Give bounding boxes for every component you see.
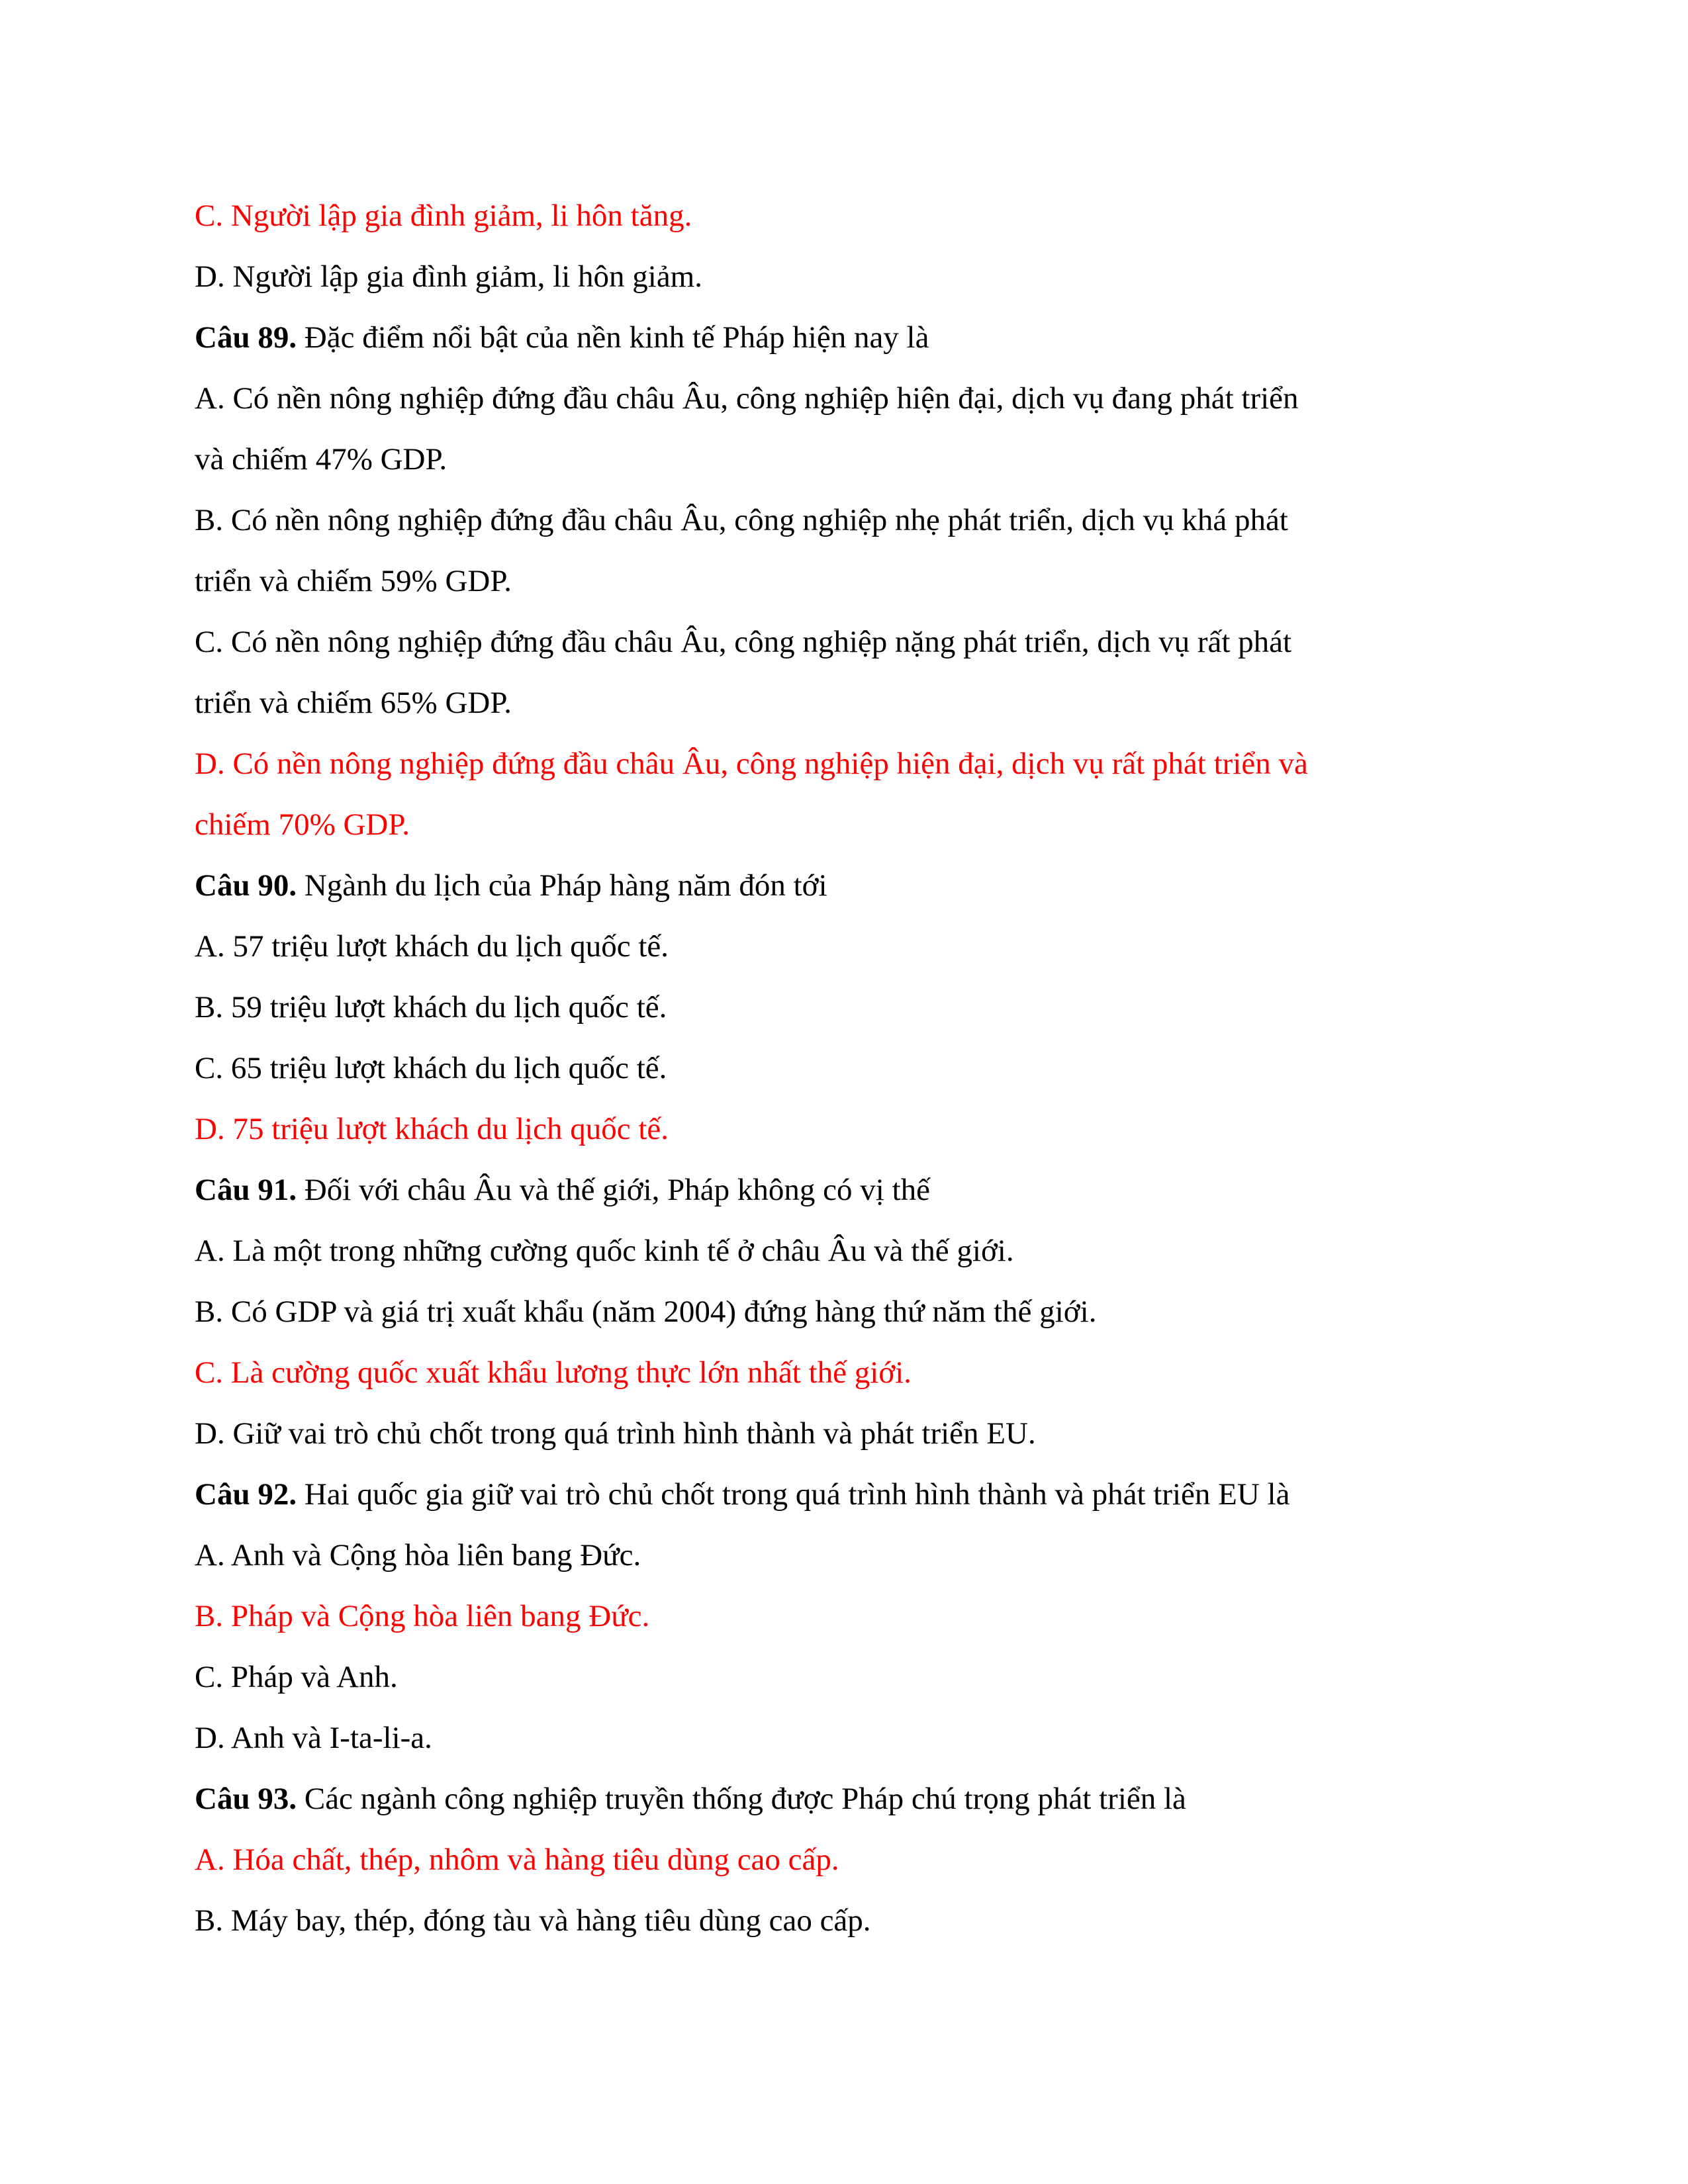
question-number: Câu 93. bbox=[195, 1782, 297, 1816]
option-line: C. Pháp và Anh. bbox=[195, 1660, 398, 1694]
option-line: D. Người lập gia đình giảm, li hôn giảm. bbox=[195, 259, 702, 294]
option-line: C. 65 triệu lượt khách du lịch quốc tế. bbox=[195, 1051, 667, 1085]
question-line bbox=[195, 319, 929, 356]
question-text: Đặc điểm nổi bật của nền kinh tế Pháp hiện nay là bbox=[297, 320, 929, 355]
option-line: D. Anh và I-ta-li-a. bbox=[195, 1721, 432, 1755]
question-text: Đối với châu Âu và thế giới, Pháp không có vị thế bbox=[297, 1173, 931, 1207]
option-line: A. 57 triệu lượt khách du lịch quốc tế. bbox=[195, 929, 669, 964]
question-text: Các ngành công nghiệp truyền thống được Pháp chú trọng phát triển là bbox=[297, 1782, 1186, 1816]
question-line bbox=[195, 867, 827, 904]
question-line bbox=[195, 1476, 1289, 1513]
answer-line: C. Người lập gia đình giảm, li hôn tăng. bbox=[195, 199, 692, 233]
question-number: Câu 92. bbox=[195, 1477, 297, 1512]
option-line-continued: và chiếm 47% GDP. bbox=[195, 442, 447, 477]
document-page bbox=[195, 0, 1496, 2184]
answer-line: C. Là cường quốc xuất khẩu lương thực lớn nhất thế giới. bbox=[195, 1355, 912, 1390]
question-line bbox=[195, 1780, 1186, 1817]
option-line: A. Anh và Cộng hòa liên bang Đức. bbox=[195, 1538, 641, 1572]
option-line: A. Có nền nông nghiệp đứng đầu châu Âu, công nghiệp hiện đại, dịch vụ đang phát triển bbox=[195, 381, 1299, 416]
question-text: Hai quốc gia giữ vai trò chủ chốt trong quá trình hình thành và phát triển EU là bbox=[297, 1477, 1290, 1512]
question-line bbox=[195, 1171, 930, 1208]
option-line-continued: triển và chiếm 59% GDP. bbox=[195, 564, 512, 598]
answer-line-continued: chiếm 70% GDP. bbox=[195, 807, 410, 842]
answer-line: D. 75 triệu lượt khách du lịch quốc tế. bbox=[195, 1112, 669, 1146]
option-line: B. Có nền nông nghiệp đứng đầu châu Âu, công nghiệp nhẹ phát triển, dịch vụ khá phát bbox=[195, 503, 1288, 537]
option-line: D. Giữ vai trò chủ chốt trong quá trình hình thành và phát triển EU. bbox=[195, 1416, 1036, 1451]
question-number: Câu 89. bbox=[195, 320, 297, 355]
answer-line: A. Hóa chất, thép, nhôm và hàng tiêu dùng cao cấp. bbox=[195, 1843, 839, 1877]
question-number: Câu 91. bbox=[195, 1173, 297, 1207]
answer-line: B. Pháp và Cộng hòa liên bang Đức. bbox=[195, 1599, 650, 1633]
option-line-continued: triển và chiếm 65% GDP. bbox=[195, 686, 512, 720]
question-text: Ngành du lịch của Pháp hàng năm đón tới bbox=[297, 868, 827, 903]
question-number: Câu 90. bbox=[195, 868, 297, 903]
option-line: C. Có nền nông nghiệp đứng đầu châu Âu, công nghiệp nặng phát triển, dịch vụ rất phát bbox=[195, 625, 1292, 659]
option-line: A. Là một trong những cường quốc kinh tế ở châu Âu và thế giới. bbox=[195, 1234, 1014, 1268]
option-line: B. Có GDP và giá trị xuất khẩu (năm 2004) đứng hàng thứ năm thế giới. bbox=[195, 1295, 1097, 1329]
option-line: B. 59 triệu lượt khách du lịch quốc tế. bbox=[195, 990, 667, 1024]
answer-line: D. Có nền nông nghiệp đứng đầu châu Âu, công nghiệp hiện đại, dịch vụ rất phát triển và bbox=[195, 747, 1308, 781]
option-line: B. Máy bay, thép, đóng tàu và hàng tiêu dùng cao cấp. bbox=[195, 1903, 871, 1938]
